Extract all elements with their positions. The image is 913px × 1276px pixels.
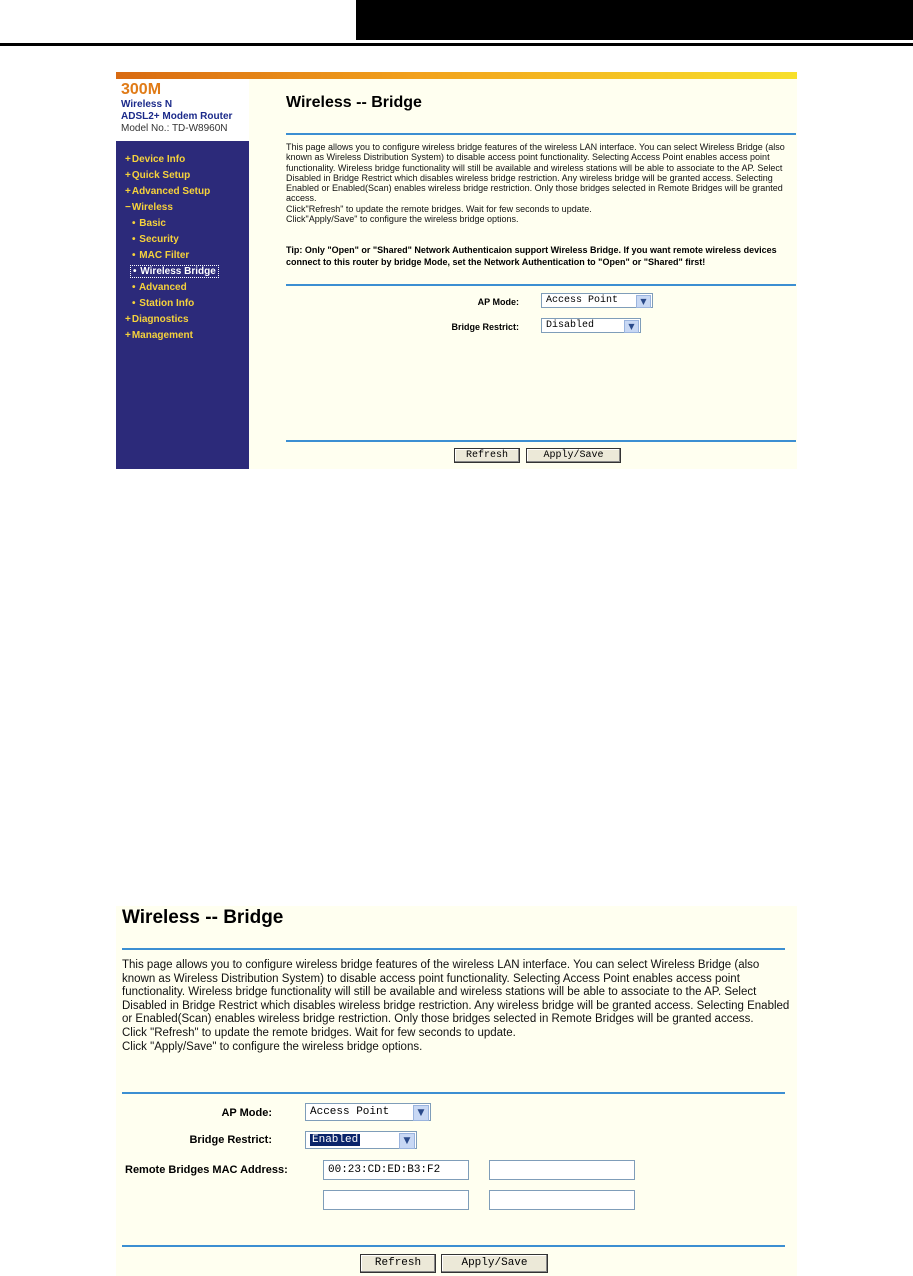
sidebar-menu [116, 141, 249, 469]
divider [122, 948, 785, 950]
refresh-hint: Click"Refresh" to update the remote bridges. Wait for few seconds to update. [286, 203, 592, 214]
bullet-icon: • [132, 234, 136, 245]
sidebar-item-label: Advanced Setup [131, 186, 211, 197]
apply-save-button[interactable]: Apply/Save [441, 1254, 548, 1273]
bridge-form-screenshot [116, 906, 797, 1276]
description-text [286, 142, 796, 224]
bullet-icon: • [132, 282, 136, 293]
sidebar-item-advanced[interactable] [132, 282, 187, 293]
refresh-hint: Click "Refresh" to update the remote bridges. Wait for few seconds to update. [122, 1026, 516, 1039]
refresh-button[interactable]: Refresh [454, 448, 520, 463]
sidebar-item-quick-setup[interactable] [125, 170, 190, 181]
description-body: This page allows you to configure wireless bridge features of the wireless LAN interface. You can select Wireless Bridge (also known as Wireless Distribution System) to disable access point functionality. Selecting Access Point enables access point functionality. Wireless bridge functionality will still be available and wireless stations will be able to associate to the AP. Select Disabled in Bridge Restrict which disables wireless bridge restriction. Any wireless bridge will be granted access. Selecting Enabled or Enabled(Scan) enables wireless bridge restriction. Only those bridges selected in Remote Bridges will be granted access. [122, 959, 790, 1026]
sidebar-item-label: Security [139, 234, 179, 245]
bullet-icon: • [132, 250, 136, 261]
sidebar-item-device-info[interactable] [125, 154, 185, 165]
sidebar-item-mac-filter[interactable] [132, 250, 189, 261]
sidebar-item-label: Quick Setup [131, 170, 191, 181]
sidebar-item-label: Wireless Bridge [140, 266, 216, 277]
refresh-button[interactable]: Refresh [360, 1254, 436, 1273]
document-header-bar [356, 0, 913, 40]
expand-icon: + [125, 330, 131, 341]
description-body: This page allows you to configure wireless bridge features of the wireless LAN interface. You can select Wireless Bridge (also known as Wireless Distribution System) to disable access point functionality. Selecting Access Point enables access point functionality. Wireless bridge functionality will still be available and wireless stations will be able to associate to the AP. Select Disabled in Bridge Restrict which disables wireless bridge restriction. Any wireless bridge will be granted access. Selecting Enabled or Enabled(Scan) enables wireless bridge restriction. Only those bridges selected in Remote Bridges will be granted access. [286, 142, 785, 204]
apply-save-button[interactable]: Apply/Save [526, 448, 621, 463]
sidebar-item-basic[interactable] [132, 218, 166, 229]
expand-icon: + [125, 186, 131, 197]
remote-bridge-mac-input-3[interactable] [323, 1190, 469, 1210]
description-text [122, 959, 792, 1054]
bridge-restrict-select[interactable] [305, 1131, 417, 1149]
sidebar-item-wireless-bridge[interactable] [130, 265, 219, 278]
bridge-restrict-select[interactable] [541, 318, 641, 333]
chevron-down-icon: ▼ [399, 1133, 415, 1149]
apply-hint: Click"Apply/Save" to configure the wireless bridge options. [286, 214, 519, 225]
divider [286, 133, 796, 135]
expand-icon: + [125, 154, 131, 165]
brand-block [116, 79, 249, 141]
bullet-icon: • [133, 266, 137, 277]
document-header-rule [0, 43, 913, 46]
sidebar-item-label: Device Info [131, 154, 186, 165]
sidebar-item-advanced-setup[interactable] [125, 186, 210, 197]
divider [122, 1092, 785, 1094]
sidebar-item-label: Management [131, 330, 193, 341]
brand-title: 300M [121, 81, 162, 98]
sidebar-item-station-info[interactable] [132, 298, 194, 309]
sidebar-item-wireless[interactable] [125, 202, 173, 213]
divider [122, 1245, 785, 1247]
sidebar-item-label: Wireless [131, 202, 173, 213]
chevron-down-icon: ▼ [636, 295, 651, 308]
chevron-down-icon: ▼ [624, 320, 639, 333]
sidebar-item-label: Basic [139, 218, 166, 229]
bridge-restrict-label: Bridge Restrict: [189, 1134, 272, 1146]
brand-subtitle: Wireless N [121, 99, 173, 110]
sidebar-item-label: Diagnostics [131, 314, 189, 325]
ap-mode-label: AP Mode: [477, 297, 519, 307]
divider [286, 440, 796, 442]
router-screenshot-full [116, 72, 797, 469]
chevron-down-icon: ▼ [413, 1105, 429, 1121]
expand-icon: + [125, 170, 131, 181]
sidebar-item-label: Station Info [139, 298, 195, 309]
bridge-restrict-label: Bridge Restrict: [451, 322, 519, 332]
bullet-icon: • [132, 298, 136, 309]
collapse-icon: − [125, 202, 131, 213]
expand-icon: + [125, 314, 131, 325]
ap-mode-value: Access Point [546, 295, 619, 306]
divider [286, 284, 796, 286]
remote-bridge-mac-input-4[interactable] [489, 1190, 635, 1210]
ap-mode-select[interactable] [541, 293, 653, 308]
brand-product: ADSL2+ Modem Router [121, 111, 233, 122]
bridge-restrict-value: Disabled [546, 320, 595, 331]
sidebar-item-label: MAC Filter [139, 250, 190, 261]
tip-text: Tip: Only "Open" or "Shared" Network Authenticaion support Wireless Bridge. If you want remote wireless devices connect to this router by bridge Mode, set the Network Authentication to "Open" or "Shared" first! [286, 245, 777, 267]
sidebar-item-management[interactable] [125, 330, 193, 341]
remote-bridge-mac-input-1[interactable]: 00:23:CD:ED:B3:F2 [323, 1160, 469, 1180]
sidebar-item-security[interactable] [132, 234, 179, 245]
ap-mode-value: Access Point [310, 1106, 390, 1118]
page-title: Wireless -- Bridge [286, 94, 422, 111]
sidebar-item-label: Advanced [138, 282, 187, 293]
sidebar-item-diagnostics[interactable] [125, 314, 189, 325]
ap-mode-label: AP Mode: [221, 1107, 272, 1119]
bridge-restrict-value: Enabled [312, 1134, 359, 1146]
brand-model: Model No.: TD-W8960N [121, 123, 228, 134]
top-gradient-bar [116, 72, 797, 79]
apply-hint: Click "Apply/Save" to configure the wireless bridge options. [122, 1040, 423, 1053]
bullet-icon: • [132, 218, 136, 229]
ap-mode-select[interactable] [305, 1103, 431, 1121]
page-title: Wireless -- Bridge [122, 907, 284, 928]
remote-bridges-label: Remote Bridges MAC Address: [125, 1164, 288, 1176]
content-panel [249, 79, 797, 469]
remote-bridge-mac-input-2[interactable] [489, 1160, 635, 1180]
